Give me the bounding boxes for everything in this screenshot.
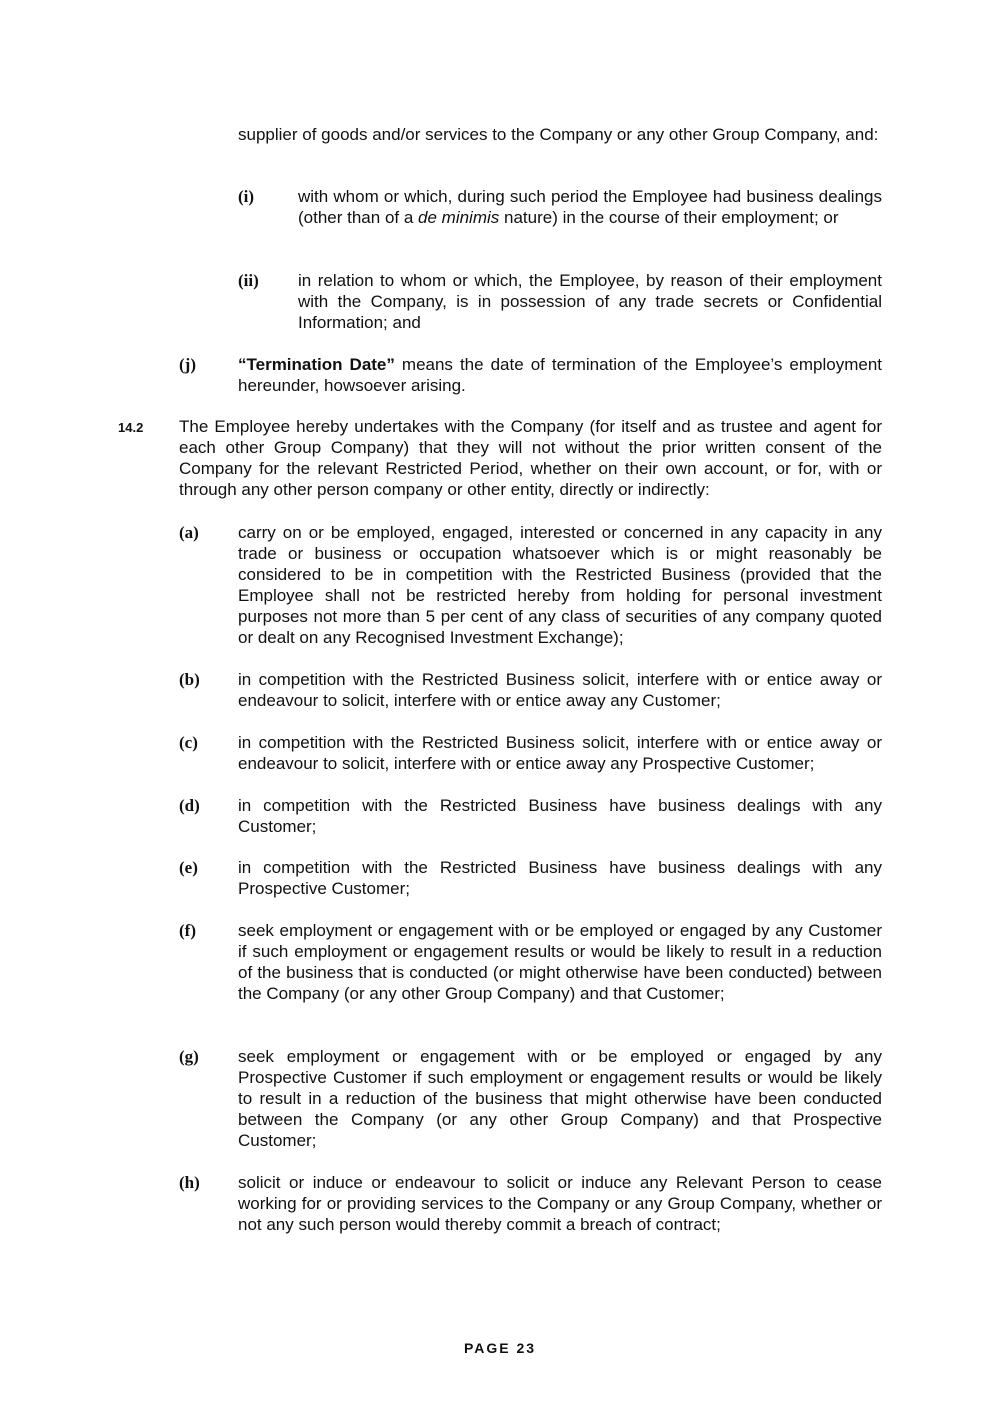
item-text-a: carry on or be employed, engaged, interested or concerned in any capacity in any trade or business or occupation whatsoever which is or might reasonably be considered to be in competition with the Restricted Business (provided that the Employee shall not be restricted hereby from holding for personal investment purposes not more than 5 per cent of any class of securities of any company quoted or dealt on any Recognised Investment Exchange); (238, 523, 882, 647)
page-number: PAGE 23 (463, 1340, 537, 1356)
item-label-h: (h) (179, 1173, 200, 1192)
item-label-f: (f) (179, 921, 196, 940)
item-label-b: (b) (179, 670, 200, 689)
item-text-i (298, 186, 882, 228)
item-label-ii: (ii) (238, 271, 259, 290)
item-label-g: (g) (179, 1047, 199, 1066)
item-text-f: seek employment or engagement with or be employed or engaged by any Customer if such employment or engagement results or would be likely to result in a reduction of the business that is conducted (or might otherwise have been conducted) between the Company (or any other Group Company) and that Customer; (238, 921, 882, 1003)
item-text-i-italic: de minimis (418, 208, 500, 227)
item-label-i: (i) (238, 187, 255, 206)
item-label-d: (d) (179, 796, 200, 815)
item-label-a: (a) (179, 523, 199, 542)
definition-body-j: means the date of termination of the Employee’s employment hereunder, howsoever arising. (238, 355, 883, 395)
definition-term-j: “Termination Date” (238, 355, 395, 374)
item-label-e: (e) (179, 858, 198, 877)
item-text-d: in competition with the Restricted Business have business dealings with any Customer; (238, 796, 882, 836)
definition-text-j (238, 354, 882, 396)
item-text-i-post: nature) in the course of their employment; or (499, 208, 839, 227)
item-text-e: in competition with the Restricted Business have business dealings with any Prospective Customer; (238, 858, 882, 898)
item-text-g: seek employment or engagement with or be employed or engaged by any Prospective Customer if such employment or engagement results or would be likely to result in a reduction of the business that might otherwise have been conducted between the Company (or any other Group Company) and that Prospective Customer; (238, 1047, 882, 1150)
intro-paragraph: supplier of goods and/or services to the Company or any other Group Company, and: (238, 125, 879, 144)
clause-number-14-2: 14.2 (118, 420, 144, 435)
item-text-b: in competition with the Restricted Business solicit, interfere with or entice away or endeavour to solicit, interfere with or entice away any Customer; (238, 670, 882, 710)
item-text-ii: in relation to whom or which, the Employee, by reason of their employment with the Company, is in possession of any trade secrets or Confidential Information; and (298, 271, 882, 332)
clause-text-14-2: The Employee hereby undertakes with the Company (for itself and as trustee and agent for each other Group Company) that they will not without the prior written consent of the Company for the relevant Restricted Period, whether on their own account, or for, with or through any other person company or other entity, directly or indirectly: (179, 417, 882, 499)
item-text-c: in competition with the Restricted Business solicit, interfere with or entice away or endeavour to solicit, interfere with or entice away any Prospective Customer; (238, 733, 882, 773)
definition-label-j: (j) (179, 355, 196, 374)
item-text-h: solicit or induce or endeavour to solicit or induce any Relevant Person to cease working for or providing services to the Company or any Group Company, whether or not any such person would thereby commit a breach of contract; (238, 1173, 882, 1234)
item-text-i-pre: with whom or which, during such period the Employee had business dealings (other than of a (298, 187, 882, 227)
item-label-c: (c) (179, 733, 198, 752)
